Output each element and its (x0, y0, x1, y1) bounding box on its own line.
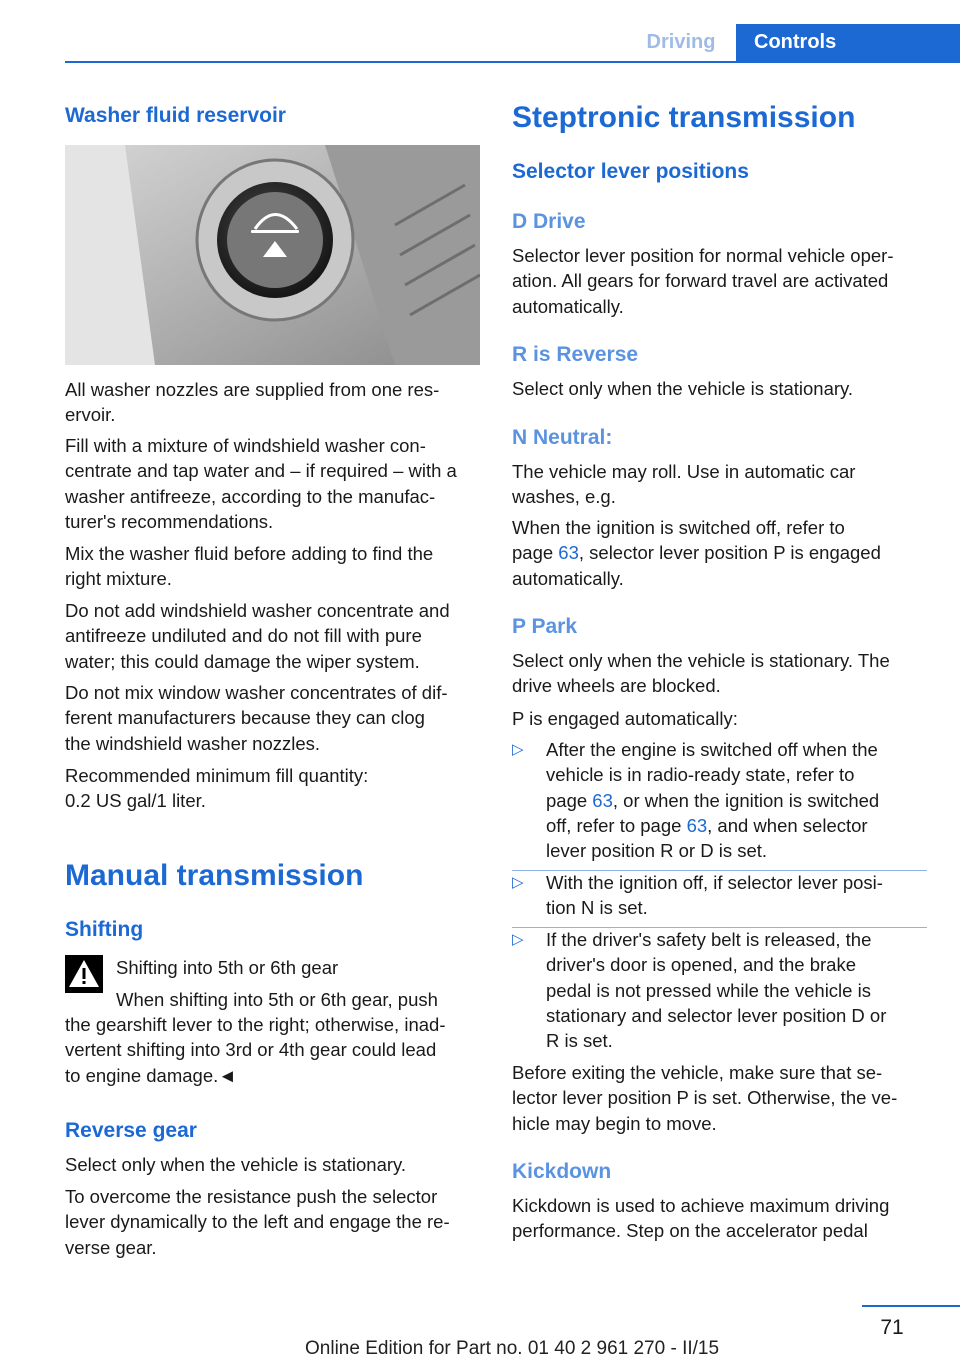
bullet-2-text: With the ignition off, if selector lever posi- tion N is set. (546, 872, 883, 919)
page-link-63[interactable]: 63 (558, 542, 579, 564)
shifting-heading: Shifting (65, 918, 144, 941)
d-drive-heading: D Drive (512, 210, 586, 233)
bullet-3-text: If the driver's safety belt is released, the driver's door is opened, and the brake pedal is not pressed while the vehicle is stationary and selector lever position D or R is set. (546, 929, 887, 1052)
page-number: 71 (880, 1316, 904, 1339)
reverse-p1: Select only when the vehicle is stationary. (65, 1154, 407, 1175)
warning-triangle-icon (65, 955, 103, 993)
washer-p3: Mix the washer fluid before adding to find the right mixture. (65, 543, 434, 590)
n-neutral-text2: When the ignition is switched off, refer to page 63, selector lever position P is engaged automatically. (512, 517, 881, 589)
reverse-gear-heading: Reverse gear (65, 1119, 197, 1142)
r-reverse-text: Select only when the vehicle is stationary. (512, 378, 854, 399)
warning-title: Shifting into 5th or 6th gear (116, 957, 339, 978)
page-link-63[interactable]: 63 (686, 814, 708, 836)
warning-text-line1: When shifting into 5th or 6th gear, push (116, 989, 438, 1010)
washer-p6: Recommended minimum fill quantity: 0.2 US gal/1 liter. (65, 765, 369, 812)
footer-edition: Online Edition for Part no. 01 40 2 961 270 - II/15 (305, 1338, 720, 1359)
header-tab-driving: Driving (646, 31, 716, 53)
header-tab-controls: Controls (736, 24, 960, 61)
exit-text: Before exiting the vehicle, make sure that se- lector lever position P is set. Otherwise, the ve- hicle may begin to move. (512, 1062, 898, 1134)
n-neutral-heading: N Neutral: (512, 426, 613, 449)
page-link-63[interactable]: 63 (592, 789, 613, 811)
p-park-heading: P Park (512, 615, 577, 638)
bullet-1-text: After the engine is switched off when the vehicle is in radio-ready state, refer to page 63, or when the ignition is switched off, refer to page 63, and when selector lever position R or D is set. (546, 739, 880, 862)
washer-heading: Washer fluid reservoir (65, 104, 286, 127)
p-park-auto: P is engaged automatically: (512, 708, 738, 729)
n-neutral-text: The vehicle may roll. Use in automatic car washes, e.g. (512, 461, 856, 508)
washer-p2: Fill with a mixture of windshield washer con- centrate and tap water and – if required – with a washer antifreeze, according to the manufac- turer's recommendations. (65, 435, 457, 532)
manual-transmission-heading: Manual transmission (65, 859, 364, 892)
r-reverse-heading: R is Reverse (512, 343, 639, 366)
kickdown-text: Kickdown is used to achieve maximum driving performance. Step on the accelerator pedal (512, 1195, 890, 1242)
triangle-bullet-icon: ▷ (512, 874, 524, 891)
d-drive-text: Selector lever position for normal vehicle oper- ation. All gears for forward travel are activated automatically. (512, 245, 894, 317)
p-park-text: Select only when the vehicle is stationary. The drive wheels are blocked. (512, 650, 890, 697)
selector-positions-heading: Selector lever positions (512, 160, 749, 183)
warning-text-rest: the gearshift lever to the right; otherwise, inad- vertent shifting into 3rd or 4th gear could lead to engine damage.◄ (65, 1014, 446, 1086)
kickdown-heading: Kickdown (512, 1160, 612, 1183)
footer-rule (862, 1305, 960, 1307)
triangle-bullet-icon: ▷ (512, 931, 524, 948)
washer-reservoir-photo (65, 145, 480, 365)
header-rule (65, 61, 960, 63)
steptronic-heading: Steptronic transmission (512, 101, 856, 134)
triangle-bullet-icon: ▷ (512, 741, 524, 758)
washer-p4: Do not add windshield washer concentrate and antifreeze undiluted and do not fill with pure water; this could damage the wiper system. (65, 600, 450, 672)
washer-p1: All washer nozzles are supplied from one res- ervoir. (65, 379, 440, 426)
washer-p5: Do not mix window washer concentrates of dif- ferent manufacturers because they can clog the windshield washer nozzles. (65, 682, 448, 754)
reverse-p2: To overcome the resistance push the selector lever dynamically to the left and engage the re- verse gear. (65, 1186, 450, 1258)
washer-cap-illustration (65, 145, 480, 365)
